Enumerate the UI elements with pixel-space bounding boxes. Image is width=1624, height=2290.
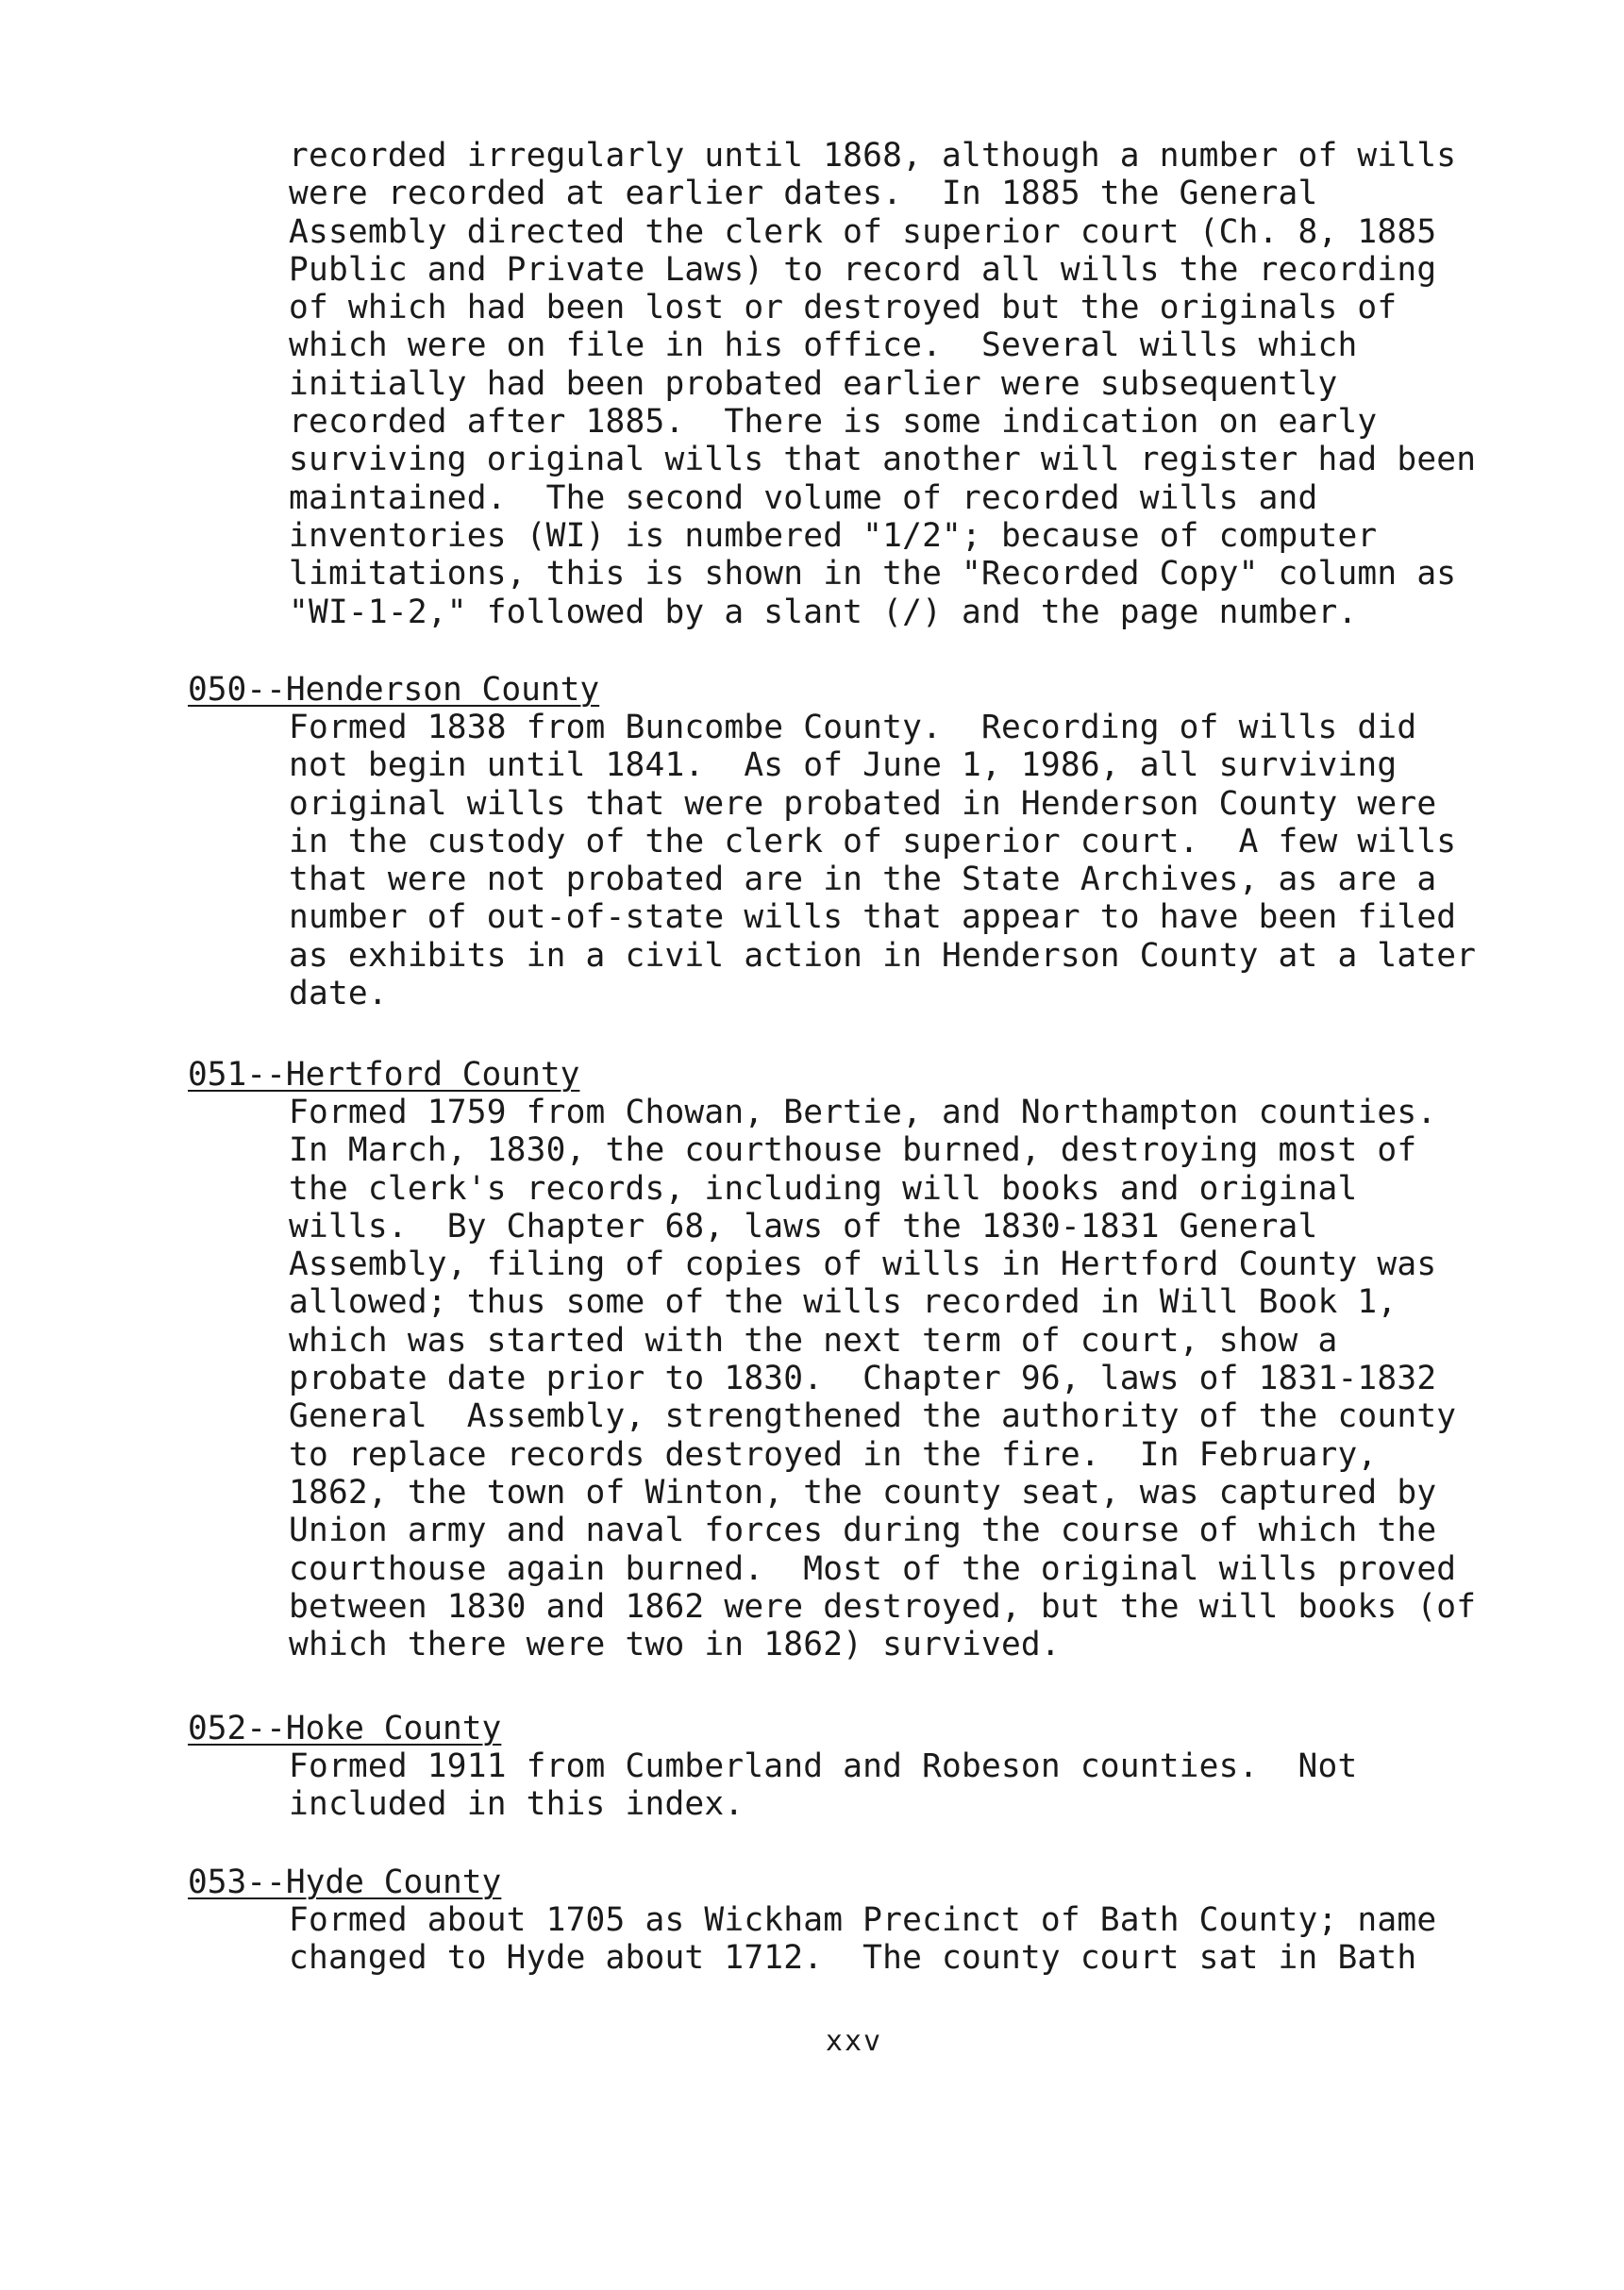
page-number: xxv [825, 2025, 883, 2058]
text-line: changed to Hyde about 1712. The county court sat in Bath [289, 1939, 1417, 1978]
text-line: inventories (WI) is numbered "1/2"; because of computer [289, 516, 1378, 555]
text-line: wills. By Chapter 68, laws of the 1830-1831 General [289, 1207, 1318, 1245]
text-line: surviving original wills that another will register had been [289, 441, 1477, 479]
text-line: Union army and naval forces during the course of which the [289, 1512, 1437, 1550]
text-line: which were on file in his office. Several wills which [289, 326, 1358, 365]
text-line: between 1830 and 1862 were destroyed, but the will books (of [289, 1587, 1477, 1626]
text-line: 1862, the town of Winton, the county seat, was captured by [289, 1473, 1437, 1512]
text-line: date. [289, 975, 388, 1013]
text-line: to replace records destroyed in the fire. In February, [289, 1435, 1378, 1474]
text-line: not begin until 1841. As of June 1, 1986, all surviving [289, 746, 1398, 785]
text-line: initially had been probated earlier were subsequently [289, 364, 1338, 403]
text-line: Formed 1838 from Buncombe County. Recording of wills did [289, 709, 1417, 746]
text-line: recorded irregularly until 1868, although a number of wills [289, 137, 1457, 175]
intro-paragraph [289, 137, 1525, 631]
section-body-henderson [289, 709, 1525, 1012]
section-body-hertford [289, 1094, 1525, 1663]
text-line: "WI-1-2," followed by a slant (/) and the page number. [289, 593, 1358, 631]
text-line: General Assembly, strengthened the authority of the county [289, 1397, 1457, 1436]
section-heading-henderson: 050--Henderson County [188, 671, 600, 709]
text-line: courthouse again burned. Most of the original wills proved [289, 1549, 1457, 1588]
section-body-hoke [289, 1747, 1525, 1824]
text-line: probate date prior to 1830. Chapter 96, laws of 1831-1832 [289, 1360, 1437, 1398]
text-line: Formed 1759 from Chowan, Bertie, and Northampton counties. [289, 1094, 1437, 1131]
section-heading-hertford: 051--Hertford County [188, 1056, 580, 1094]
text-line: as exhibits in a civil action in Henderson County at a later [289, 936, 1477, 975]
text-line: number of out-of-state wills that appear to have been filed [289, 898, 1457, 937]
text-line: that were not probated are in the State Archives, as are a [289, 861, 1437, 899]
text-line: were recorded at earlier dates. In 1885 the General [289, 175, 1318, 213]
text-line: limitations, this is shown in the "Recorded Copy" column as [289, 555, 1457, 593]
section-heading-hoke: 052--Hoke County [188, 1710, 502, 1747]
section-body-hyde [289, 1901, 1525, 1978]
text-line: Formed 1911 from Cumberland and Robeson counties. Not [289, 1747, 1358, 1785]
text-line: Formed about 1705 as Wickham Precinct of Bath County; name [289, 1901, 1437, 1939]
text-line: original wills that were probated in Henderson County were [289, 784, 1437, 823]
text-line: Assembly, filing of copies of wills in Hertford County was [289, 1245, 1437, 1284]
text-line: included in this index. [289, 1785, 745, 1824]
text-line: in the custody of the clerk of superior court. A few wills [289, 822, 1457, 861]
text-line: which there were two in 1862) survived. [289, 1626, 1061, 1664]
text-line: which was started with the next term of court, show a [289, 1321, 1338, 1360]
section-heading-hyde: 053--Hyde County [188, 1864, 502, 1901]
text-line: Public and Private Laws) to record all wills the recording [289, 250, 1437, 289]
text-line: In March, 1830, the courthouse burned, destroying most of [289, 1131, 1417, 1170]
text-line: the clerk's records, including will books and original [289, 1169, 1358, 1208]
text-line: Assembly directed the clerk of superior court (Ch. 8, 1885 [289, 212, 1437, 251]
text-line: recorded after 1885. There is some indication on early [289, 403, 1378, 442]
text-line: of which had been lost or destroyed but the originals of [289, 289, 1398, 327]
text-line: allowed; thus some of the wills recorded in Will Book 1, [289, 1283, 1398, 1322]
text-line: maintained. The second volume of recorded wills and [289, 478, 1318, 517]
